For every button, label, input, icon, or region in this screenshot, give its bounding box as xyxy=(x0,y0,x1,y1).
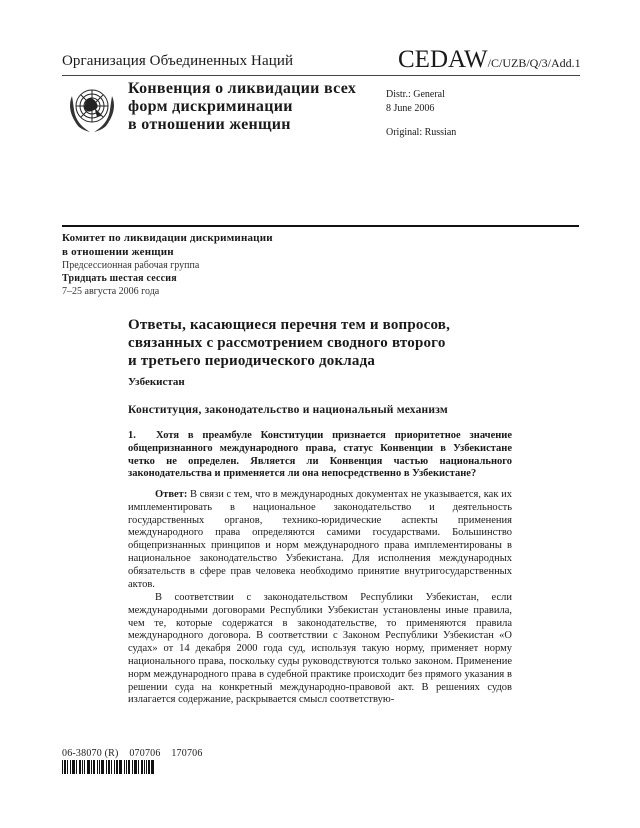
country-heading: Узбекистан xyxy=(128,376,185,388)
document-code: 06-38070 (R) 070706 170706 xyxy=(62,748,203,759)
answer-label: Ответ: xyxy=(155,489,188,500)
section-heading: Конституция, законодательство и национальный механизм xyxy=(128,404,448,416)
original-language: Original: Russian xyxy=(386,127,457,138)
question-number: 1. xyxy=(128,430,136,441)
symbol-main: CEDAW xyxy=(398,46,488,73)
question-text: Хотя в преамбуле Конституции признается приоритетное значение общепризнанного международного права, статус Конвенции в Узбекистане четко не определен. Является ли Конвенция частью национального законодательства и применяется ли она непосредственно в Узбекистане? xyxy=(128,430,512,480)
answer-paragraph xyxy=(128,489,512,591)
title-line: Ответы, касающиеся перечня тем и вопросов, xyxy=(128,317,451,333)
distr-date: 8 June 2006 xyxy=(386,103,435,114)
session: Тридцать шестая сессия xyxy=(62,273,177,284)
paragraph-text: В соответствии с законодательством Республики Узбекистан, если международными договорами Республики Узбекистан установлены иные правила, чем те, которые содержатся в законодательстве, то применяются правила международного договора. В соответствии с Законом Республики Узбекистан «О судах» от 14 декабря 2000 года суд, используя такую норму, применяет норму национального права, поскольку суды руководствуются только законом. Применение норм международного права в судебной практике происходит без прямого указания в решении суда на конкретный международно-правовой акт. В решениях судов излагается содержание, раскрывается смысл соответствую- xyxy=(128,592,512,706)
document-title xyxy=(128,316,450,370)
section-rule xyxy=(62,225,579,227)
convention-line: форм дискриминации xyxy=(128,98,293,115)
convention-title xyxy=(128,80,356,134)
document-symbol xyxy=(398,46,581,74)
organization-name: Организация Объединенных Наций xyxy=(62,53,294,69)
header-rule xyxy=(62,75,580,76)
body-paragraph xyxy=(128,592,512,707)
distr-label: Distr.: General xyxy=(386,89,445,100)
barcode-icon xyxy=(62,760,170,774)
title-line: и третьего периодического доклада xyxy=(128,353,376,369)
working-group: Предсессионная рабочая группа xyxy=(62,260,200,271)
answer-text: В связи с тем, что в международных документах не указывается, как их имплементировать в национальное законодательство и деятельность государственных органов, технико-юридические аспекты применения международного права определяются самими государствами. Большинство общепризнанных принципов и норм международного права имплементированы в национальное законодательство Узбекистана. Для исполнения международных обязательств в сфере прав человека необходимо принятие внутригосударственных актов. xyxy=(128,489,512,590)
symbol-suffix: /C/UZB/Q/3/Add.1 xyxy=(487,56,581,70)
session-dates: 7–25 августа 2006 года xyxy=(62,286,160,297)
committee-name-2: в отношении женщин xyxy=(62,246,174,258)
committee-block xyxy=(62,231,273,298)
distribution-info xyxy=(386,88,456,140)
title-line: связанных с рассмотрением сводного второго xyxy=(128,335,446,351)
committee-name: Комитет по ликвидации дискриминации xyxy=(62,232,273,244)
convention-line: Конвенция о ликвидации всех xyxy=(128,80,357,97)
question-paragraph xyxy=(128,430,512,481)
convention-line: в отношении женщин xyxy=(128,116,291,133)
un-emblem-icon xyxy=(64,80,120,136)
